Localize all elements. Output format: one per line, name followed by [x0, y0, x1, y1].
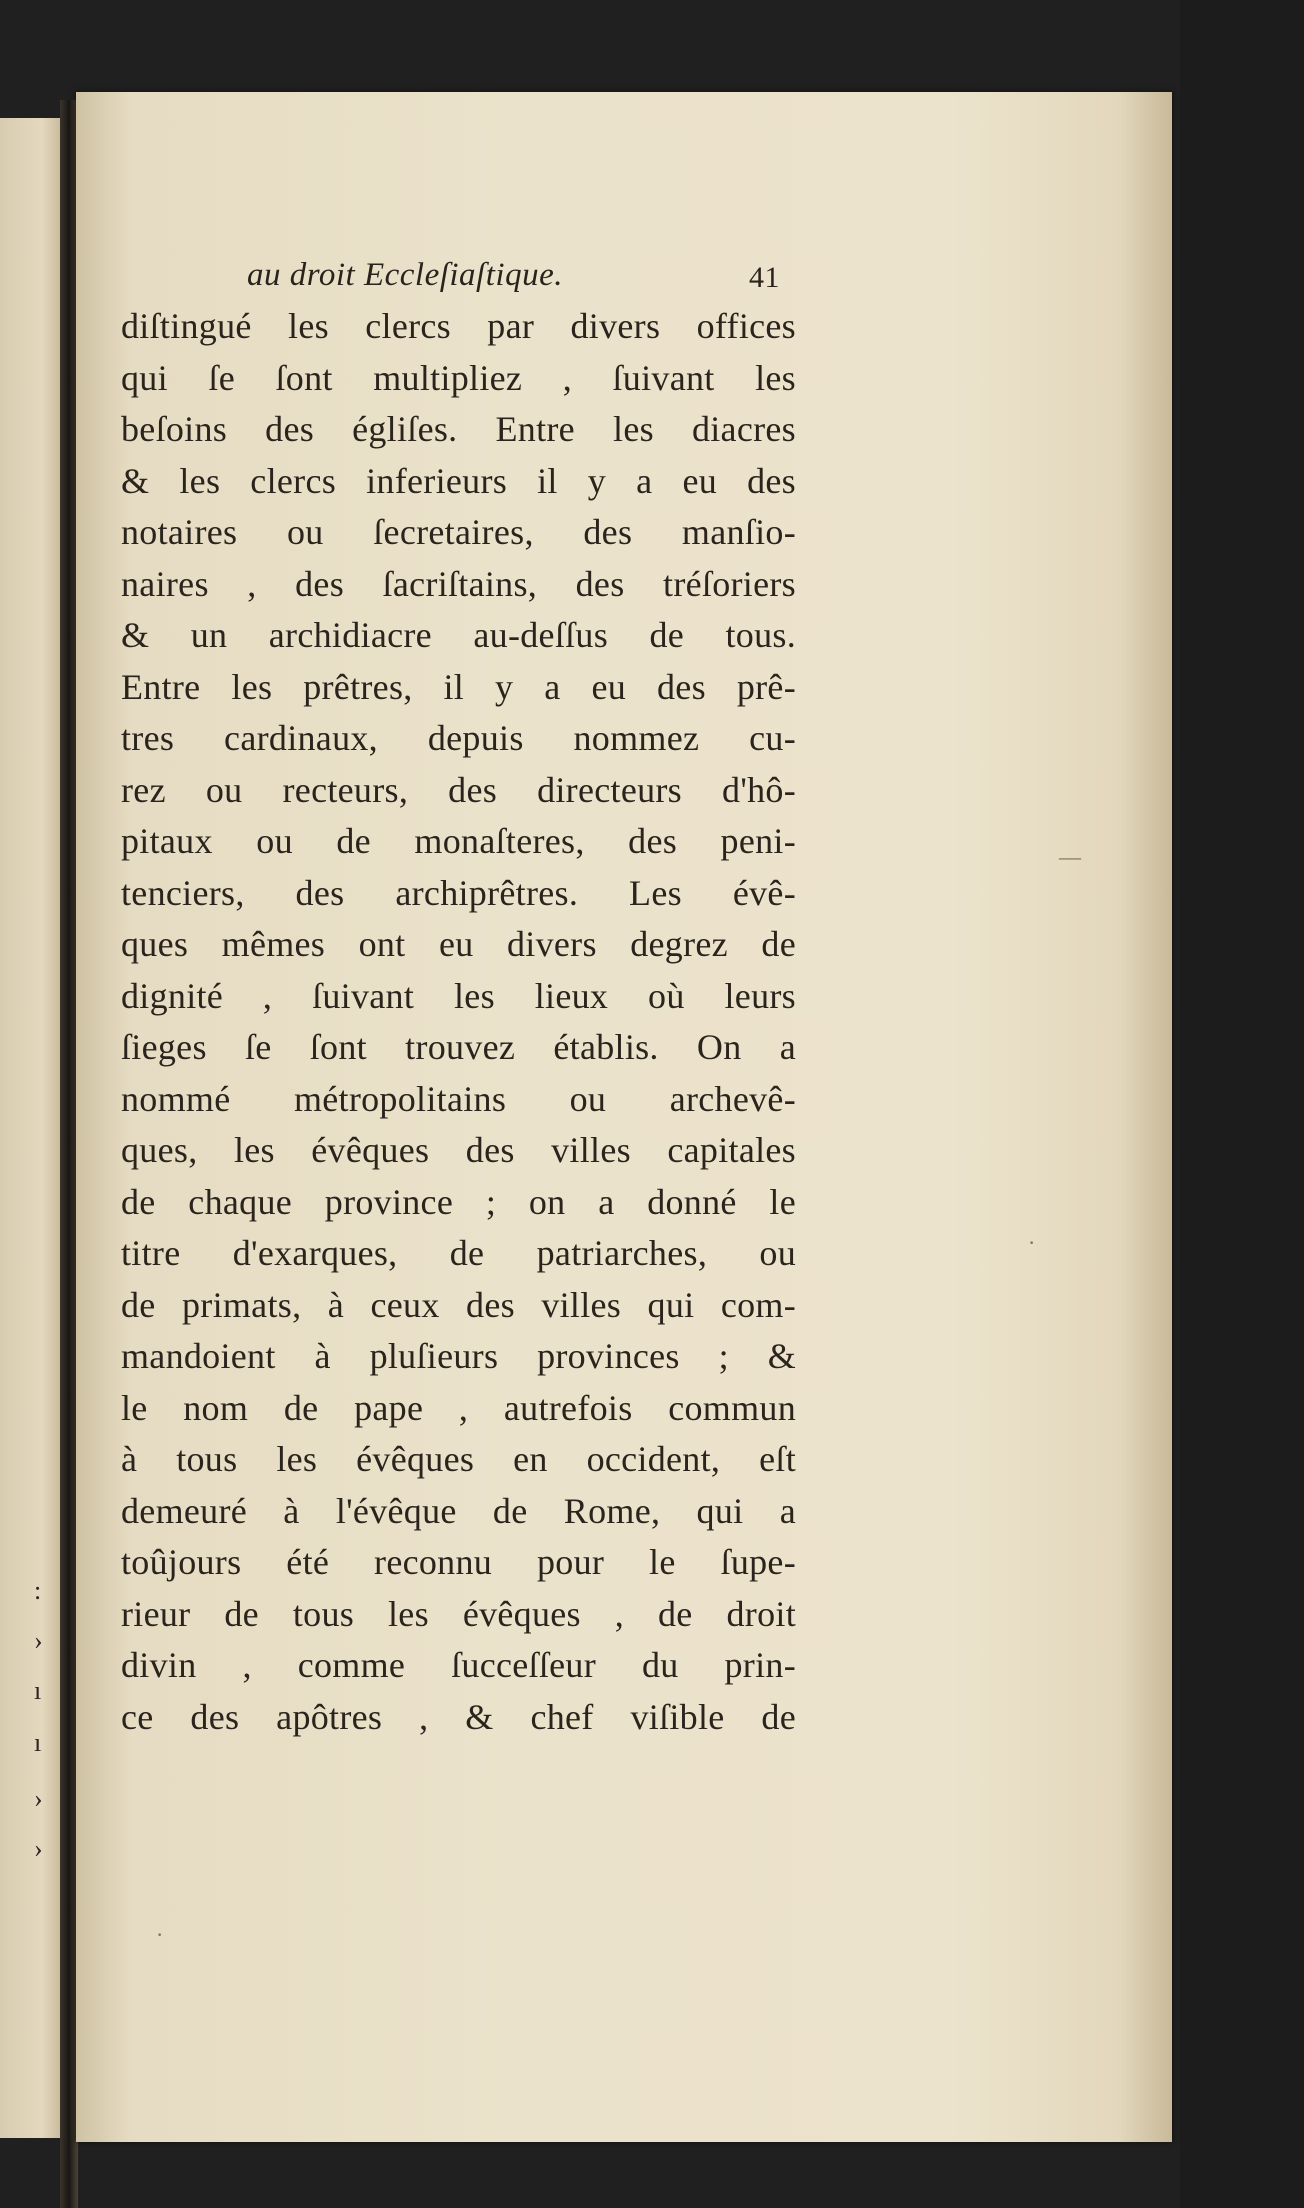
text-line: mandoient à pluſieurs provinces ; &: [121, 1336, 796, 1376]
text-line: divin , comme ſucceſſeur du prin-: [121, 1645, 796, 1685]
text-line: ques mêmes ont eu divers degrez de: [121, 924, 796, 964]
facing-page-mark: ı: [34, 1676, 42, 1705]
text-line: ce des apôtres , & chef viſible de: [121, 1696, 796, 1737]
running-head-title: au droit Eccleſiaſtique.: [247, 257, 563, 293]
running-head: [121, 257, 881, 301]
margin-speck: ·: [1028, 1230, 1036, 1255]
text-line: nommé métropolitains ou archevê-: [121, 1078, 796, 1119]
book-page: [76, 92, 1172, 2142]
page-content: [121, 257, 881, 1743]
text-line: ques, les évêques des villes capitales: [121, 1130, 796, 1170]
text-line: toûjours été reconnu pour le ſupe-: [121, 1542, 796, 1582]
text-line: rez ou recteurs, des directeurs d'hô-: [121, 769, 796, 810]
facing-page-mark: ›: [34, 1626, 43, 1655]
facing-page-mark: ı: [34, 1728, 42, 1757]
facing-page-mark: :: [34, 1576, 42, 1605]
text-line: naires , des ſacriſtains, des tréſoriers: [121, 563, 796, 604]
text-line: titre d'exarques, de patriarches, ou: [121, 1233, 796, 1273]
text-line: & les clercs inferieurs il y a eu des: [121, 460, 796, 501]
text-line: le nom de pape , autrefois commun: [121, 1387, 796, 1428]
text-line: pitaux ou de monaſteres, des peni-: [121, 821, 796, 861]
text-line: de chaque province ; on a donné le: [121, 1181, 796, 1222]
facing-page-mark: ›: [34, 1784, 43, 1813]
text-line: tenciers, des archiprêtres. Les évê-: [121, 872, 796, 913]
text-line: qui ſe ſont multipliez , ſuivant les: [121, 357, 796, 398]
facing-page-mark: ›: [34, 1834, 43, 1863]
margin-speck: —: [1059, 844, 1081, 869]
text-line: Entre les prêtres, il y a eu des prê-: [121, 666, 796, 707]
text-line: notaires ou ſecretaires, des manſio-: [121, 512, 796, 552]
text-line: ſieges ſe ſont trouvez établis. On a: [121, 1027, 796, 1067]
text-line: tres cardinaux, depuis nommez cu-: [121, 718, 796, 758]
text-line: demeuré à l'évêque de Rome, qui a: [121, 1490, 796, 1531]
body-text: [121, 301, 881, 1743]
margin-speck: ·: [156, 1922, 164, 1947]
text-line: dignité , ſuivant les lieux où leurs: [121, 975, 796, 1016]
text-line: & un archidiacre au-deſſus de tous.: [121, 615, 796, 655]
text-line: rieur de tous les évêques , de droit: [121, 1593, 796, 1634]
text-line: beſoins des égliſes. Entre les diacres: [121, 409, 796, 449]
page-number: 41: [749, 261, 780, 294]
text-line: de primats, à ceux des villes qui com-: [121, 1284, 796, 1325]
text-line: à tous les évêques en occident, eſt: [121, 1439, 796, 1479]
text-line: diſtingué les clercs par divers offices: [121, 306, 796, 346]
scanner-background: [1180, 0, 1304, 2208]
